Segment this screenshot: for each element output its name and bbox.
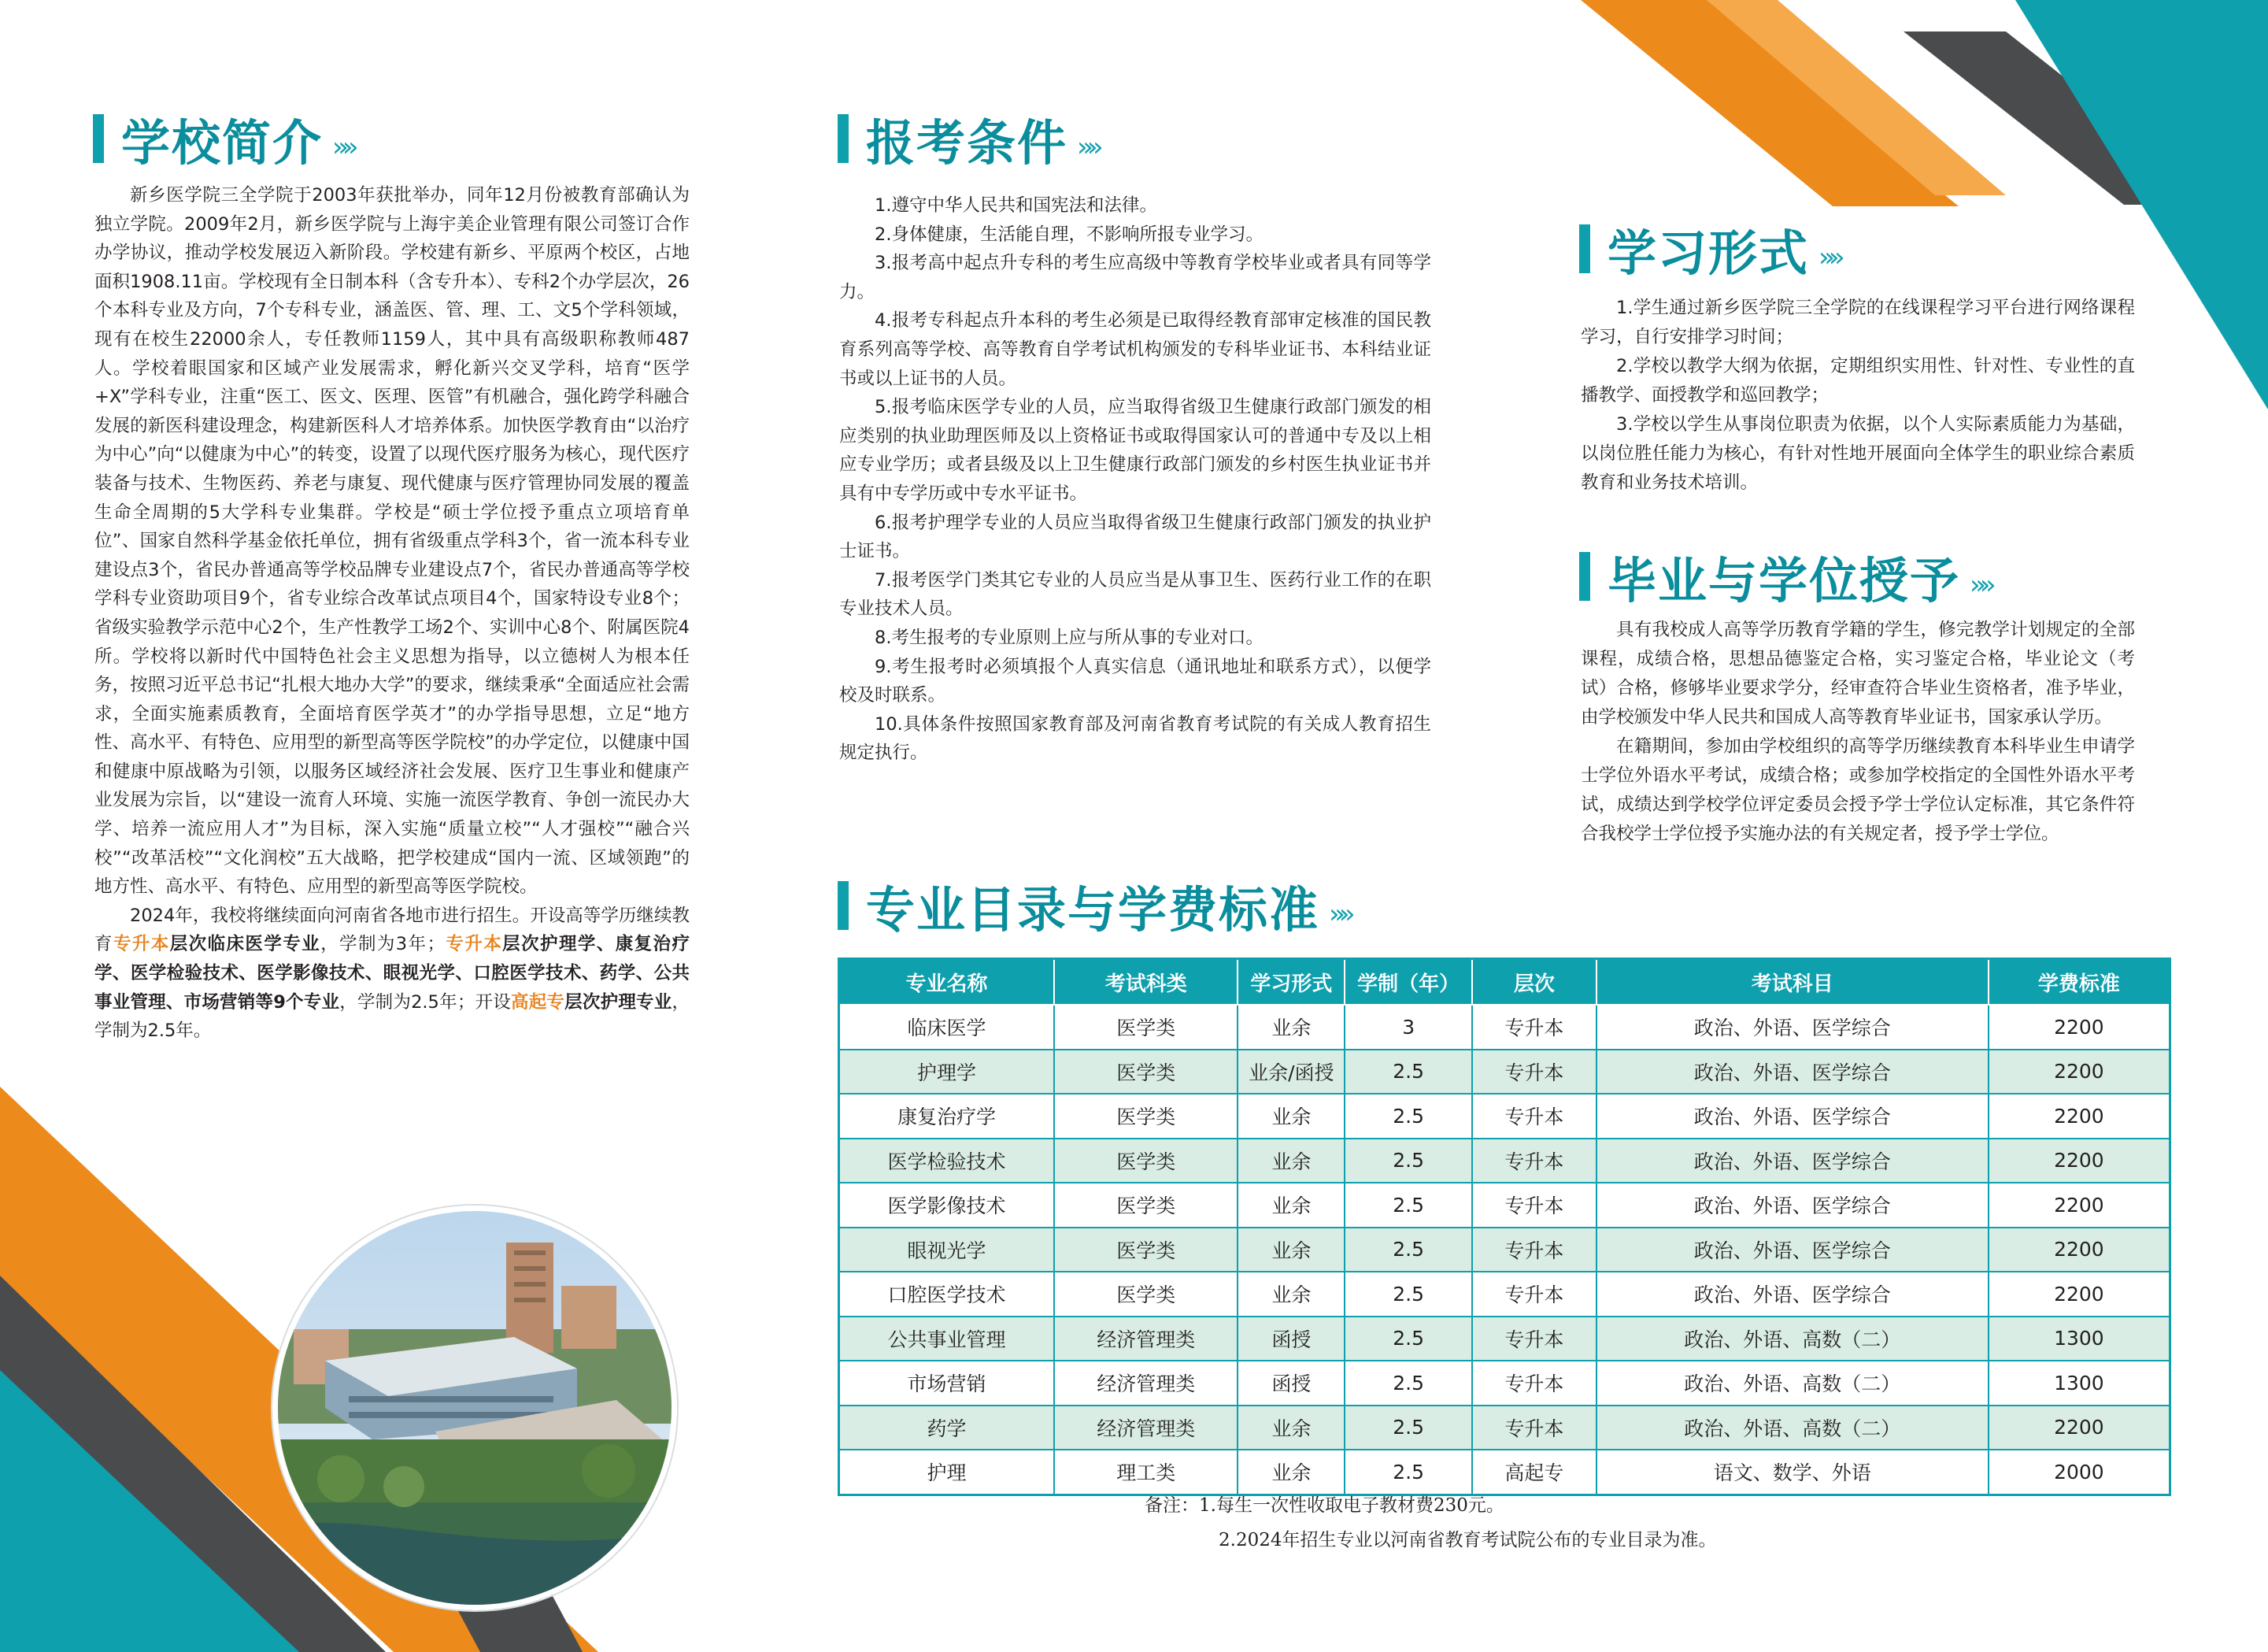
column-header-duration: 学制（年）: [1345, 959, 1472, 1006]
table-cell: 业余: [1238, 1094, 1345, 1139]
highlight-upgrade-level: 专升本: [444, 934, 503, 955]
table-cell: 专升本: [1472, 1228, 1596, 1272]
table-cell: 市场营销: [839, 1361, 1054, 1406]
table-note-2: 2.2024年招生专业以河南省教育考试院公布的专业目录为准。: [1219, 1530, 1717, 1550]
table-cell: 专升本: [1472, 1406, 1596, 1450]
table-row: [839, 1228, 2170, 1272]
table-cell: 2200: [1989, 1272, 2170, 1317]
table-cell: 政治、外语、高数（二）: [1596, 1317, 1989, 1361]
table-cell: 业余: [1238, 1228, 1345, 1272]
requirement-item: 3.报考高中起点升专科的考生应高级中等教育学校毕业或者具有同等学力。: [839, 253, 1431, 302]
table-cell: 医学类: [1054, 1094, 1238, 1139]
table-cell: 医学类: [1054, 1139, 1238, 1183]
header-bar: [838, 881, 849, 930]
table-cell: 理工类: [1054, 1450, 1238, 1495]
table-cell: 函授: [1238, 1361, 1345, 1406]
table-cell: 口腔医学技术: [839, 1272, 1054, 1317]
table-cell: 2.5: [1345, 1094, 1472, 1139]
requirement-item: 7.报考医学门类其它专业的人员应当是从事卫生、医药行业工作的在职专业技术人员。: [839, 569, 1431, 620]
table-cell: 政治、外语、医学综合: [1596, 1272, 1989, 1317]
table-row: [839, 1406, 2170, 1450]
catalog-title: 专业目录与学费标准: [866, 880, 1320, 939]
requirement-item: 5.报考临床医学专业的人员，应当取得省级卫生健康行政部门颁发的相应类别的执业助理医师及以上资格证书或取得国家认可的普通中专及以上相应专业学历；或者县级及以上卫生健康行政部门颁发的乡村医生执业证书并具有中专学历或中专水平证书。: [839, 397, 1431, 504]
table-cell: 医学类: [1054, 1228, 1238, 1272]
table-cell: 护理学: [839, 1050, 1054, 1095]
table-cell: 2200: [1989, 1228, 2170, 1272]
intro-header: [93, 107, 353, 170]
table-cell: 医学类: [1054, 1183, 1238, 1228]
table-cell: 政治、外语、医学综合: [1596, 1005, 1989, 1050]
table-cell: 函授: [1238, 1317, 1345, 1361]
intro-paragraph: 新乡医学院三全学院于2003年获批举办，同年12月份被教育部确认为独立学院。2009年2月，新乡医学院与上海宇美企业管理有限公司签订合作办学协议，推动学校发展迈入新阶段。学校建有新乡、平原两个校区，占地面积1908.11亩。学校现有全日制本科（含专升本）、专科2个办学层次，26个本科专业及方向，7个专科专业，涵盖医、管、理、工、文5个学科领域，现有在校生22000余人，专任教师1159人，其中具有高级职称教师487人。学校着眼国家和区域产业发展需求，孵化新兴交叉学科，培育“医学+X”学科专业，注重“医工、医文、医理、医管”有机融合，强化跨学科融合发展的新医科建设理念，构建新医科人才培养体系。加快医学教育由“以治疗为中心”向“以健康为中心”的转变，设置了以现代医疗服务为核心，现代医疗装备与技术、生物医药、养老与康复、现代健康与医疗管理协同发展的覆盖生命全周期的5大学科专业集群。学校是“硕士学位授予重点立项培育单位”、国家自然科学基金依托单位，拥有省级重点学科3个，省一流本科专业建设点3个，省民办普通高等学校品牌专业建设点7个，省民办普通高等学校学科专业资助项目9个，省专业综合改革试点项目4个，国家特设专业8个；省级实验教学示范中心2个，生产性教学工场2个、实训中心8个、附属医院4所。学校将以新时代中国特色社会主义思想为指导，以立德树人为根本任务，按照习近平总书记“扎根大地办大学”的要求，继续秉承“全面适应社会需求，全面实施素质教育，全面培育医学英才”的办学指导思想，立足“地方性、高水平、有特色、应用型的新型高等医学院校”的办学定位，以健康中国和健康中原战略为引领，以服务区域经济社会发展、医疗卫生事业和健康产业发展为宗旨，以“建设一流育人环境、实施一流医学教育、争创一流民办大学、培养一流应用人才”为目标，深入实施“质量立校”“人才强校”“融合兴校”“改革活校”“文化润校”五大战略，把学校建成“国内一流、区域领跑”的地方性、高水平、有特色、应用型的新型高等医学院校。: [94, 185, 690, 898]
table-row: [839, 1005, 2170, 1050]
header-bar: [838, 114, 849, 163]
catalog-header: [838, 874, 1349, 937]
requirement-item: 8.考生报考的专业原则上应与所从事的专业对口。: [875, 627, 1263, 648]
table-cell: 专升本: [1472, 1094, 1596, 1139]
table-cell: 2.5: [1345, 1050, 1472, 1095]
table-cell: 业余: [1238, 1183, 1345, 1228]
requirements-header: [838, 107, 1097, 170]
table-cell: 医学类: [1054, 1050, 1238, 1095]
requirement-item: 2.身体健康，生活能自理，不影响所报专业学习。: [875, 224, 1263, 245]
study-form-header: [1579, 217, 1839, 280]
table-cell: 2200: [1989, 1139, 2170, 1183]
table-row: [839, 1183, 2170, 1228]
table-cell: 专升本: [1472, 1317, 1596, 1361]
table-row: [839, 1272, 2170, 1317]
table-cell: 临床医学: [839, 1005, 1054, 1050]
table-row: [839, 1317, 2170, 1361]
table-cell: 经济管理类: [1054, 1361, 1238, 1406]
table-cell: 药学: [839, 1406, 1054, 1450]
column-header-major: 专业名称: [839, 959, 1054, 1006]
table-cell: 高起专: [1472, 1450, 1596, 1495]
table-cell: 2200: [1989, 1005, 2170, 1050]
graduation-text: [1581, 616, 2135, 849]
table-cell: 专升本: [1472, 1272, 1596, 1317]
requirement-item: 6.报考护理学专业的人员应当取得省级卫生健康行政部门颁发的执业护士证书。: [839, 512, 1431, 562]
table-cell: 公共事业管理: [839, 1317, 1054, 1361]
intro-text: [94, 181, 690, 1046]
requirements-title: 报考条件: [866, 113, 1068, 172]
header-bar: [1579, 224, 1590, 273]
study-form-item: 3.学校以学生从事岗位职责为依据，以个人实际素质能力为基础，以岗位胜任能力为核心，有针对性地开展面向全体学生的职业综合素质教育和业务技术培训。: [1581, 414, 2135, 493]
header-bar: [1579, 552, 1590, 601]
chevron-right-icon: »»: [1818, 242, 1839, 273]
table-cell: 医学类: [1054, 1272, 1238, 1317]
header-bar: [93, 114, 104, 163]
table-cell: 2.5: [1345, 1139, 1472, 1183]
table-cell: 2.5: [1345, 1361, 1472, 1406]
table-cell: 业余: [1238, 1272, 1345, 1317]
table-row: [839, 1094, 2170, 1139]
table-cell: 2200: [1989, 1050, 2170, 1095]
chevron-right-icon: »»: [1970, 569, 1990, 601]
graduation-header: [1579, 545, 1990, 608]
column-header-study-form: 学习形式: [1238, 959, 1345, 1006]
table-cell: 政治、外语、医学综合: [1596, 1228, 1989, 1272]
table-cell: 2.5: [1345, 1450, 1472, 1495]
requirements-list: [839, 191, 1431, 768]
table-cell: 2.5: [1345, 1228, 1472, 1272]
study-form-item: 2.学校以教学大纲为依据，定期组织实用性、针对性、专业性的直播教学、面授教学和巡回教学；: [1581, 356, 2135, 406]
table-cell: 2200: [1989, 1094, 2170, 1139]
degree-paragraph: 在籍期间，参加由学校组织的高等学历继续教育本科毕业生申请学士学位外语水平考试，成绩合格；或参加学校指定的全国性外语水平考试，成绩达到学校学位评定委员会授予学士学位认定标准，其它条件符合我校学士学位授予实施办法的有关规定者，授予学士学位。: [1581, 736, 2135, 844]
table-cell: 经济管理类: [1054, 1317, 1238, 1361]
chevron-right-icon: »»: [332, 131, 353, 163]
chevron-right-icon: »»: [1329, 898, 1349, 930]
table-cell: 2.5: [1345, 1183, 1472, 1228]
table-cell: 2.5: [1345, 1317, 1472, 1361]
table-row: [839, 1050, 2170, 1095]
table-row: [839, 1139, 2170, 1183]
table-cell: 眼视光学: [839, 1228, 1054, 1272]
table-cell: 2200: [1989, 1183, 2170, 1228]
column-header-tuition: 学费标准: [1989, 959, 2170, 1006]
table-row: [839, 1361, 2170, 1406]
intro-title: 学校简介: [121, 113, 324, 172]
study-form-title: 学习形式: [1608, 224, 1810, 282]
table-row: [839, 1450, 2170, 1495]
table-cell: 医学影像技术: [839, 1183, 1054, 1228]
study-form-item: 1.学生通过新乡医学院三全学院的在线课程学习平台进行网络课程学习，自行安排学习时间；: [1581, 298, 2135, 347]
table-cell: 政治、外语、高数（二）: [1596, 1406, 1989, 1450]
campus-photo: [272, 1206, 677, 1610]
graduation-title: 毕业与学位授予: [1608, 551, 1961, 609]
table-cell: 经济管理类: [1054, 1406, 1238, 1450]
table-cell: 2200: [1989, 1406, 2170, 1450]
table-cell: 业余: [1238, 1005, 1345, 1050]
table-header-row: [839, 959, 2170, 1006]
table-cell: 专升本: [1472, 1005, 1596, 1050]
requirement-item: 10.具体条件按照国家教育部及河南省教育考试院的有关成人教育招生规定执行。: [839, 713, 1431, 764]
requirement-item: 4.报考专科起点升本科的考生必须是已取得经教育部审定核准的国民教育系列高等学校、高等教育自学考试机构颁发的专科毕业证书、本科结业证书或以上证书的人员。: [839, 310, 1431, 389]
column-header-exam-category: 考试科类: [1054, 959, 1238, 1006]
table-cell: 语文、数学、外语: [1596, 1450, 1989, 1495]
table-cell: 2.5: [1345, 1272, 1472, 1317]
intro-enrollment-paragraph: 2024年，我校将继续面向河南省各地市进行招生。开设高等学历继续教育专升本层次临床医学专业，学制为3年；专升本层次护理学、康复治疗学、医学检验技术、医学影像技术、眼视光学、口腔医学技术、药学、公共事业管理、市场营销等9个专业，学制为2.5年；开设高起专层次护理专业，学制为2.5年。: [94, 905, 690, 1042]
column-header-level: 层次: [1472, 959, 1596, 1006]
table-cell: 业余/函授: [1238, 1050, 1345, 1095]
table-cell: 政治、外语、医学综合: [1596, 1183, 1989, 1228]
column-header-exam-subjects: 考试科目: [1596, 959, 1989, 1006]
table-cell: 医学检验技术: [839, 1139, 1054, 1183]
table-cell: 政治、外语、医学综合: [1596, 1094, 1989, 1139]
table-note-1: 备注：1.每生一次性收取电子教材费230元。: [1145, 1495, 1504, 1516]
table-cell: 1300: [1989, 1317, 2170, 1361]
table-cell: 专升本: [1472, 1361, 1596, 1406]
table-cell: 医学类: [1054, 1005, 1238, 1050]
fee-table: [838, 957, 2171, 1496]
requirement-item: 1.遵守中华人民共和国宪法和法律。: [875, 195, 1157, 216]
table-cell: 政治、外语、医学综合: [1596, 1139, 1989, 1183]
highlight-upgrade-level: 专升本: [113, 934, 170, 955]
table-cell: 护理: [839, 1450, 1054, 1495]
table-cell: 政治、外语、医学综合: [1596, 1050, 1989, 1095]
table-cell: 2.5: [1345, 1406, 1472, 1450]
table-cell: 专升本: [1472, 1050, 1596, 1095]
table-cell: 3: [1345, 1005, 1472, 1050]
table-cell: 业余: [1238, 1450, 1345, 1495]
table-cell: 业余: [1238, 1139, 1345, 1183]
table-cell: 政治、外语、高数（二）: [1596, 1361, 1989, 1406]
table-cell: 康复治疗学: [839, 1094, 1054, 1139]
requirement-item: 9.考生报考时必须填报个人真实信息（通讯地址和联系方式），以便学校及时联系。: [839, 656, 1431, 706]
table-cell: 1300: [1989, 1361, 2170, 1406]
graduation-paragraph: 具有我校成人高等学历教育学籍的学生，修完教学计划规定的全部课程，成绩合格，思想品德鉴定合格，实习鉴定合格，毕业论文（考试）合格，修够毕业要求学分，经审查符合毕业生资格者，准予毕业，由学校颁发中华人民共和国成人高等教育毕业证书，国家承认学历。: [1581, 620, 2135, 728]
table-cell: 专升本: [1472, 1139, 1596, 1183]
table-cell: 业余: [1238, 1406, 1345, 1450]
table-cell: 2000: [1989, 1450, 2170, 1495]
table-cell: 专升本: [1472, 1183, 1596, 1228]
study-form-list: [1581, 294, 2135, 498]
chevron-right-icon: »»: [1077, 131, 1097, 163]
highlight-junior-college-level: 高起专: [510, 991, 565, 1013]
